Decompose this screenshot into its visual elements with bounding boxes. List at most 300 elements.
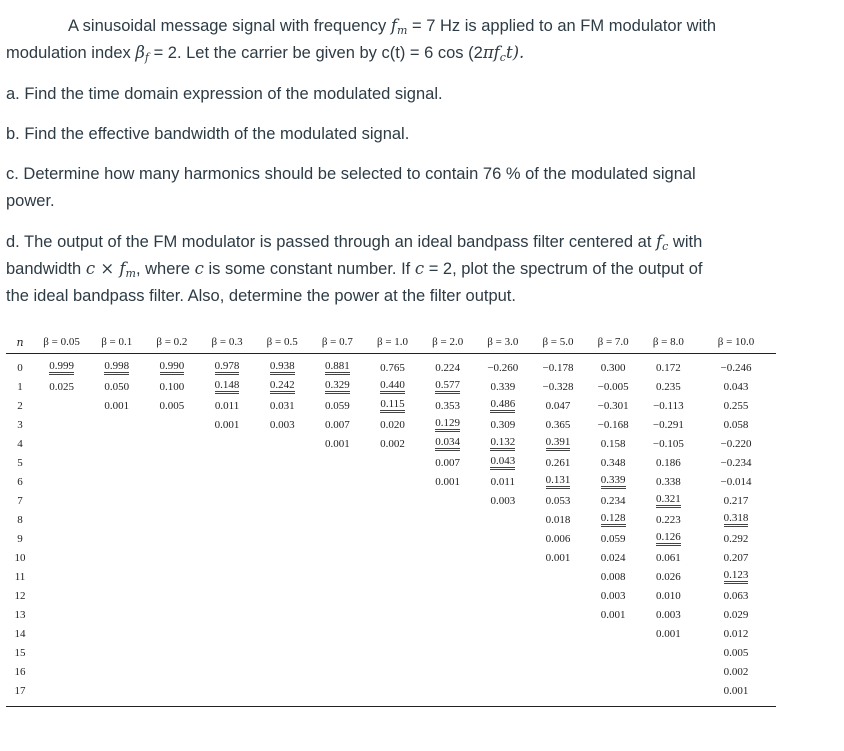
t-symbol: t).: [505, 43, 525, 62]
bessel-value-cell: [310, 472, 365, 491]
bessel-value-cell: [255, 377, 310, 396]
bessel-value-cell: [199, 453, 254, 472]
bessel-value-cell: [641, 624, 696, 643]
table-row: [6, 472, 776, 491]
bessel-value-cell: [530, 662, 585, 681]
table-row: [6, 453, 776, 472]
part-d-line-2: [6, 258, 702, 285]
bessel-value: 0.018: [545, 513, 571, 526]
bessel-value: 0.255: [723, 399, 749, 412]
bessel-value-cell: [89, 354, 144, 378]
bessel-value-cell: [255, 415, 310, 434]
bessel-value: −0.220: [720, 437, 752, 450]
bessel-value: 0.026: [655, 570, 681, 583]
beta-header: β = 3.0: [475, 331, 530, 354]
bessel-value-cell: [696, 472, 776, 491]
bessel-value-cell: [144, 548, 199, 567]
bessel-value-cell: [199, 472, 254, 491]
bessel-value: 0.348: [600, 456, 626, 469]
bessel-value-cell: [641, 491, 696, 510]
row-index-n: 6: [17, 475, 23, 488]
bessel-value-cell: [34, 453, 89, 472]
bessel-value-cell: [420, 354, 475, 378]
bessel-value-cell: [199, 434, 254, 453]
bessel-value: 0.765: [380, 361, 405, 374]
bessel-value-cell: [475, 605, 530, 624]
c-symbol: c: [194, 259, 204, 278]
bessel-value-cell: [34, 681, 89, 700]
bessel-value-cell: [365, 354, 420, 378]
bessel-value-cell: [255, 491, 310, 510]
bessel-value: 0.126: [656, 531, 681, 546]
bessel-value-cell: [696, 377, 776, 396]
bessel-value: 0.005: [723, 646, 749, 659]
bessel-value-cell: [696, 354, 776, 378]
bessel-value-cell: [530, 643, 585, 662]
bessel-value-cell: [696, 624, 776, 643]
bessel-value-cell: [199, 567, 254, 586]
bessel-value: 0.132: [490, 436, 515, 451]
bessel-value: 0.223: [655, 513, 681, 526]
row-index-n: 13: [14, 608, 26, 621]
bessel-value-cell: [696, 681, 776, 700]
part-d2-text-b: , where: [135, 260, 191, 278]
bessel-value-cell: [144, 396, 199, 415]
bessel-value: −0.178: [542, 361, 574, 374]
line2-text-b: = 2. Let the carrier be given by c(t) = 6 cos (2: [153, 44, 483, 62]
bessel-value-cell: [420, 643, 475, 662]
bessel-value-cell: [641, 643, 696, 662]
bessel-value-cell: [420, 510, 475, 529]
bessel-value: 0.058: [723, 418, 749, 431]
table-row: [6, 567, 776, 586]
beta-f-symbol: $\beta_f$: [135, 43, 149, 64]
bessel-value-cell: [365, 472, 420, 491]
bessel-value: −0.113: [653, 399, 684, 412]
table-row: [6, 396, 776, 415]
bessel-value-cell: [199, 548, 254, 567]
row-index-n: 4: [17, 437, 23, 450]
bessel-value: 0.131: [546, 474, 571, 489]
beta-header: β = 2.0: [420, 331, 475, 354]
part-d-line-3: the ideal bandpass filter. Also, determine the power at the filter output.: [6, 287, 516, 305]
bessel-value-cell: [696, 529, 776, 548]
row-index-n: 15: [14, 646, 26, 659]
bessel-value: −0.005: [597, 380, 629, 393]
bessel-value: 0.059: [600, 532, 626, 545]
bessel-value-cell: [530, 472, 585, 491]
beta-header: β = 10.0: [696, 331, 776, 354]
bessel-value: 0.007: [324, 418, 350, 431]
bessel-value-cell: [475, 681, 530, 700]
bessel-value-cell: [420, 586, 475, 605]
bessel-value-cell: [530, 453, 585, 472]
beta-header: β = 8.0: [641, 331, 696, 354]
bessel-value-cell: [310, 662, 365, 681]
bessel-value-cell: [530, 567, 585, 586]
bessel-value-cell: [34, 510, 89, 529]
table-row: [6, 681, 776, 700]
bessel-value: 0.115: [380, 398, 404, 413]
bessel-value-cell: [365, 567, 420, 586]
bessel-value: 0.292: [723, 532, 749, 545]
bessel-value: 0.339: [601, 474, 626, 489]
bessel-value-cell: [34, 643, 89, 662]
bessel-value-cell: [420, 396, 475, 415]
bessel-value-cell: [475, 567, 530, 586]
bessel-value-cell: [586, 510, 641, 529]
bessel-value-cell: [475, 415, 530, 434]
bessel-value-cell: [144, 586, 199, 605]
row-index-n: 2: [17, 399, 23, 412]
beta-header: β = 5.0: [530, 331, 585, 354]
table-body: [6, 354, 776, 701]
table-row: [6, 510, 776, 529]
bessel-value-cell: [475, 453, 530, 472]
bessel-value-cell: [89, 586, 144, 605]
bessel-value-cell: [365, 415, 420, 434]
bessel-value-cell: [199, 396, 254, 415]
line1-text-b: = 7 Hz is applied to an FM modulator with: [412, 17, 717, 35]
fc-symbol-d: $f_c$: [656, 232, 669, 253]
bessel-value-cell: [255, 662, 310, 681]
table-row: [6, 662, 776, 681]
bessel-value: 0.158: [600, 437, 626, 450]
bessel-value: 0.061: [655, 551, 681, 564]
bessel-value-cell: [365, 643, 420, 662]
bessel-value-cell: [199, 681, 254, 700]
bessel-value-cell: [144, 605, 199, 624]
bessel-value-cell: [475, 472, 530, 491]
row-index-n: 9: [17, 532, 23, 545]
bessel-value-cell: [475, 624, 530, 643]
bessel-value-cell: [255, 354, 310, 378]
bessel-value-cell: [586, 377, 641, 396]
part-b: b. Find the effective bandwidth of the modulated signal.: [6, 125, 410, 143]
bessel-value-cell: [586, 396, 641, 415]
bessel-value-cell: [34, 586, 89, 605]
bessel-value-cell: [310, 354, 365, 378]
bessel-value: 0.005: [159, 399, 185, 412]
bessel-value-cell: [89, 453, 144, 472]
bessel-value-cell: [365, 510, 420, 529]
bessel-value-cell: [310, 453, 365, 472]
bessel-value-cell: [34, 567, 89, 586]
part-a: a. Find the time domain expression of the modulated signal.: [6, 85, 443, 103]
row-index-n: 14: [14, 627, 26, 640]
bessel-value-cell: [310, 643, 365, 662]
bessel-value: 0.031: [269, 399, 295, 412]
bessel-value-cell: [89, 605, 144, 624]
bessel-value-cell: [255, 643, 310, 662]
beta-header: β = 7.0: [586, 331, 641, 354]
bessel-value-cell: [89, 491, 144, 510]
bessel-value-cell: [641, 681, 696, 700]
bessel-value-cell: [34, 624, 89, 643]
bessel-value-cell: [365, 586, 420, 605]
bessel-value-cell: [475, 643, 530, 662]
bessel-value: 0.024: [600, 551, 626, 564]
table-row: [6, 415, 776, 434]
bessel-value: 0.321: [656, 493, 681, 508]
bessel-value: 0.577: [435, 379, 460, 394]
bessel-value: 0.129: [435, 417, 460, 432]
bessel-value-cell: [641, 415, 696, 434]
bessel-value-cell: [365, 624, 420, 643]
bessel-value-cell: [34, 415, 89, 434]
bessel-value: 0.001: [324, 437, 350, 450]
bessel-value-cell: [530, 396, 585, 415]
bessel-value: 0.020: [380, 418, 405, 431]
bessel-value-cell: [586, 643, 641, 662]
row-index-n: 7: [17, 494, 23, 507]
bessel-value-cell: [586, 624, 641, 643]
bessel-value: 0.186: [655, 456, 681, 469]
bessel-value: 0.006: [545, 532, 571, 545]
bessel-value-cell: [530, 491, 585, 510]
beta-header: β = 0.5: [255, 331, 310, 354]
bessel-value: −0.301: [597, 399, 629, 412]
beta-header: β = 0.3: [199, 331, 254, 354]
bessel-value-cell: [310, 567, 365, 586]
bessel-value-cell: [199, 643, 254, 662]
table-row: [6, 491, 776, 510]
bessel-value-cell: [420, 662, 475, 681]
bessel-value-cell: [34, 472, 89, 491]
bessel-value: −0.105: [652, 437, 684, 450]
bessel-value: 0.012: [723, 627, 749, 640]
bessel-value-cell: [255, 586, 310, 605]
bessel-value: 0.063: [723, 589, 749, 602]
bessel-value: −0.260: [487, 361, 519, 374]
bessel-value-cell: [641, 548, 696, 567]
bessel-value: 0.148: [215, 379, 240, 394]
bessel-value-cell: [89, 624, 144, 643]
bessel-value-cell: [199, 529, 254, 548]
table-row: [6, 586, 776, 605]
bessel-value-cell: [530, 586, 585, 605]
bessel-value: 0.002: [380, 437, 405, 450]
bessel-value: 0.059: [324, 399, 350, 412]
part-d-line-1: [6, 231, 702, 258]
bessel-value: 0.318: [724, 512, 749, 527]
bessel-value-cell: [475, 491, 530, 510]
bessel-value: 0.001: [655, 627, 681, 640]
bessel-value: 0.486: [490, 398, 515, 413]
bessel-value-cell: [365, 529, 420, 548]
bessel-value-cell: [255, 453, 310, 472]
bessel-value: −0.234: [720, 456, 752, 469]
pi-symbol: π: [482, 43, 494, 62]
bessel-value-cell: [255, 624, 310, 643]
table-row: [6, 643, 776, 662]
bessel-value-cell: [475, 354, 530, 378]
bessel-value: 0.001: [723, 684, 749, 697]
beta-header: β = 0.1: [89, 331, 144, 354]
bessel-value: 0.050: [104, 380, 130, 393]
row-index-n: 16: [14, 665, 26, 678]
bessel-value-cell: [310, 491, 365, 510]
bessel-value-cell: [255, 605, 310, 624]
bessel-value-cell: [89, 472, 144, 491]
table-row: [6, 548, 776, 567]
bessel-value-cell: [475, 377, 530, 396]
bessel-value-cell: [89, 681, 144, 700]
bessel-value-cell: [144, 415, 199, 434]
part-c-line-2: power.: [6, 192, 55, 210]
bessel-value: 0.047: [545, 399, 571, 412]
bessel-value-cell: [255, 529, 310, 548]
bessel-value-cell: [199, 377, 254, 396]
part-d1-text-b: with: [672, 233, 703, 251]
bessel-value-cell: [89, 529, 144, 548]
bessel-value: 0.234: [600, 494, 626, 507]
bessel-value-cell: [641, 662, 696, 681]
bessel-value: 0.128: [601, 512, 626, 527]
part-d2-text-a: bandwidth: [6, 260, 82, 278]
row-index-n: 10: [14, 551, 26, 564]
bessel-value: 0.261: [545, 456, 571, 469]
bessel-value-cell: [475, 662, 530, 681]
bessel-value: 0.029: [723, 608, 749, 621]
bessel-value-cell: [530, 415, 585, 434]
bessel-value-cell: [586, 491, 641, 510]
bessel-value-cell: [475, 529, 530, 548]
bessel-value-cell: [144, 472, 199, 491]
bessel-value-cell: [255, 396, 310, 415]
part-d1-text-a: d. The output of the FM modulator is passed through an ideal bandpass filter centered at: [6, 233, 652, 251]
bessel-value: −0.328: [542, 380, 574, 393]
bessel-value-cell: [641, 529, 696, 548]
table-row: [6, 605, 776, 624]
bessel-value-cell: [144, 567, 199, 586]
bessel-value-cell: [420, 605, 475, 624]
bessel-value-cell: [144, 643, 199, 662]
table-row: [6, 529, 776, 548]
bessel-value-cell: [641, 472, 696, 491]
table-bottom-rule: [6, 706, 776, 707]
bessel-value-cell: [530, 624, 585, 643]
bessel-value-cell: [255, 567, 310, 586]
bessel-value: 0.978: [215, 360, 240, 375]
bessel-value-cell: [420, 415, 475, 434]
bessel-value-cell: [530, 377, 585, 396]
bessel-value: 0.300: [600, 361, 626, 374]
bessel-value-cell: [34, 434, 89, 453]
bessel-value-cell: [310, 529, 365, 548]
bessel-value-cell: [310, 415, 365, 434]
bessel-function-table: [6, 331, 776, 700]
bessel-value: 0.043: [723, 380, 749, 393]
bessel-value-cell: [144, 354, 199, 378]
bessel-value-cell: [586, 681, 641, 700]
bessel-value-cell: [696, 434, 776, 453]
bessel-value: 0.001: [600, 608, 626, 621]
table-row: [6, 377, 776, 396]
bessel-value-cell: [89, 415, 144, 434]
bessel-value-cell: [420, 377, 475, 396]
bessel-value: 0.990: [160, 360, 185, 375]
bessel-value-cell: [586, 453, 641, 472]
bessel-value: −0.168: [597, 418, 629, 431]
bessel-value-cell: [641, 377, 696, 396]
problem-line-1: [68, 15, 716, 42]
bessel-value-cell: [641, 510, 696, 529]
bessel-value-cell: [144, 662, 199, 681]
bessel-value: 0.008: [600, 570, 626, 583]
bessel-value-cell: [310, 434, 365, 453]
bessel-value-cell: [310, 681, 365, 700]
part-d2-text-d: is some constant number. If: [208, 260, 411, 278]
bessel-value-cell: [641, 567, 696, 586]
bessel-value-cell: [199, 605, 254, 624]
row-index-n: 17: [14, 684, 26, 697]
bessel-value-cell: [199, 586, 254, 605]
line2-text-a: modulation index: [6, 44, 131, 62]
bessel-value-cell: [586, 354, 641, 378]
bessel-value: 0.011: [490, 475, 515, 488]
bessel-value: 0.999: [49, 360, 74, 375]
bessel-value-cell: [310, 510, 365, 529]
bessel-value-cell: [475, 434, 530, 453]
row-index-n: 1: [17, 380, 23, 393]
bessel-value-cell: [310, 548, 365, 567]
bessel-value-cell: [475, 510, 530, 529]
bessel-value-cell: [255, 510, 310, 529]
bessel-value-cell: [365, 662, 420, 681]
problem-line-2: [6, 42, 524, 69]
bessel-value: 0.010: [655, 589, 681, 602]
bessel-value: 0.242: [270, 379, 295, 394]
bessel-value-cell: [34, 491, 89, 510]
bessel-value-cell: [34, 377, 89, 396]
bessel-value-cell: [89, 434, 144, 453]
bessel-value-cell: [420, 681, 475, 700]
table-row: [6, 434, 776, 453]
bandwidth-expr: $c \times f_m$: [85, 259, 136, 280]
bessel-value-cell: [144, 453, 199, 472]
row-index-n: 5: [17, 456, 23, 469]
bessel-value-cell: [34, 529, 89, 548]
bessel-value-cell: [420, 472, 475, 491]
bessel-value: 0.100: [159, 380, 185, 393]
bessel-value-cell: [199, 354, 254, 378]
bessel-value-cell: [586, 415, 641, 434]
bessel-value: 0.339: [490, 380, 516, 393]
bessel-value-cell: [365, 548, 420, 567]
bessel-value: −0.291: [652, 418, 684, 431]
bessel-value: 0.365: [545, 418, 571, 431]
bessel-value-cell: [89, 377, 144, 396]
table-row: [6, 624, 776, 643]
bessel-value: 0.207: [723, 551, 749, 564]
bessel-value-cell: [586, 567, 641, 586]
bessel-value: 0.001: [214, 418, 240, 431]
bessel-value-cell: [199, 662, 254, 681]
bessel-value-cell: [144, 529, 199, 548]
bessel-value-cell: [586, 662, 641, 681]
bessel-value-cell: [586, 529, 641, 548]
bessel-value-cell: [34, 605, 89, 624]
bessel-value-cell: [641, 396, 696, 415]
bessel-value-cell: [530, 605, 585, 624]
bessel-value-cell: [365, 491, 420, 510]
bessel-value-cell: [144, 434, 199, 453]
bessel-value-cell: [530, 681, 585, 700]
bessel-value-cell: [696, 662, 776, 681]
bessel-value-cell: [530, 529, 585, 548]
bessel-value: 0.034: [435, 436, 460, 451]
